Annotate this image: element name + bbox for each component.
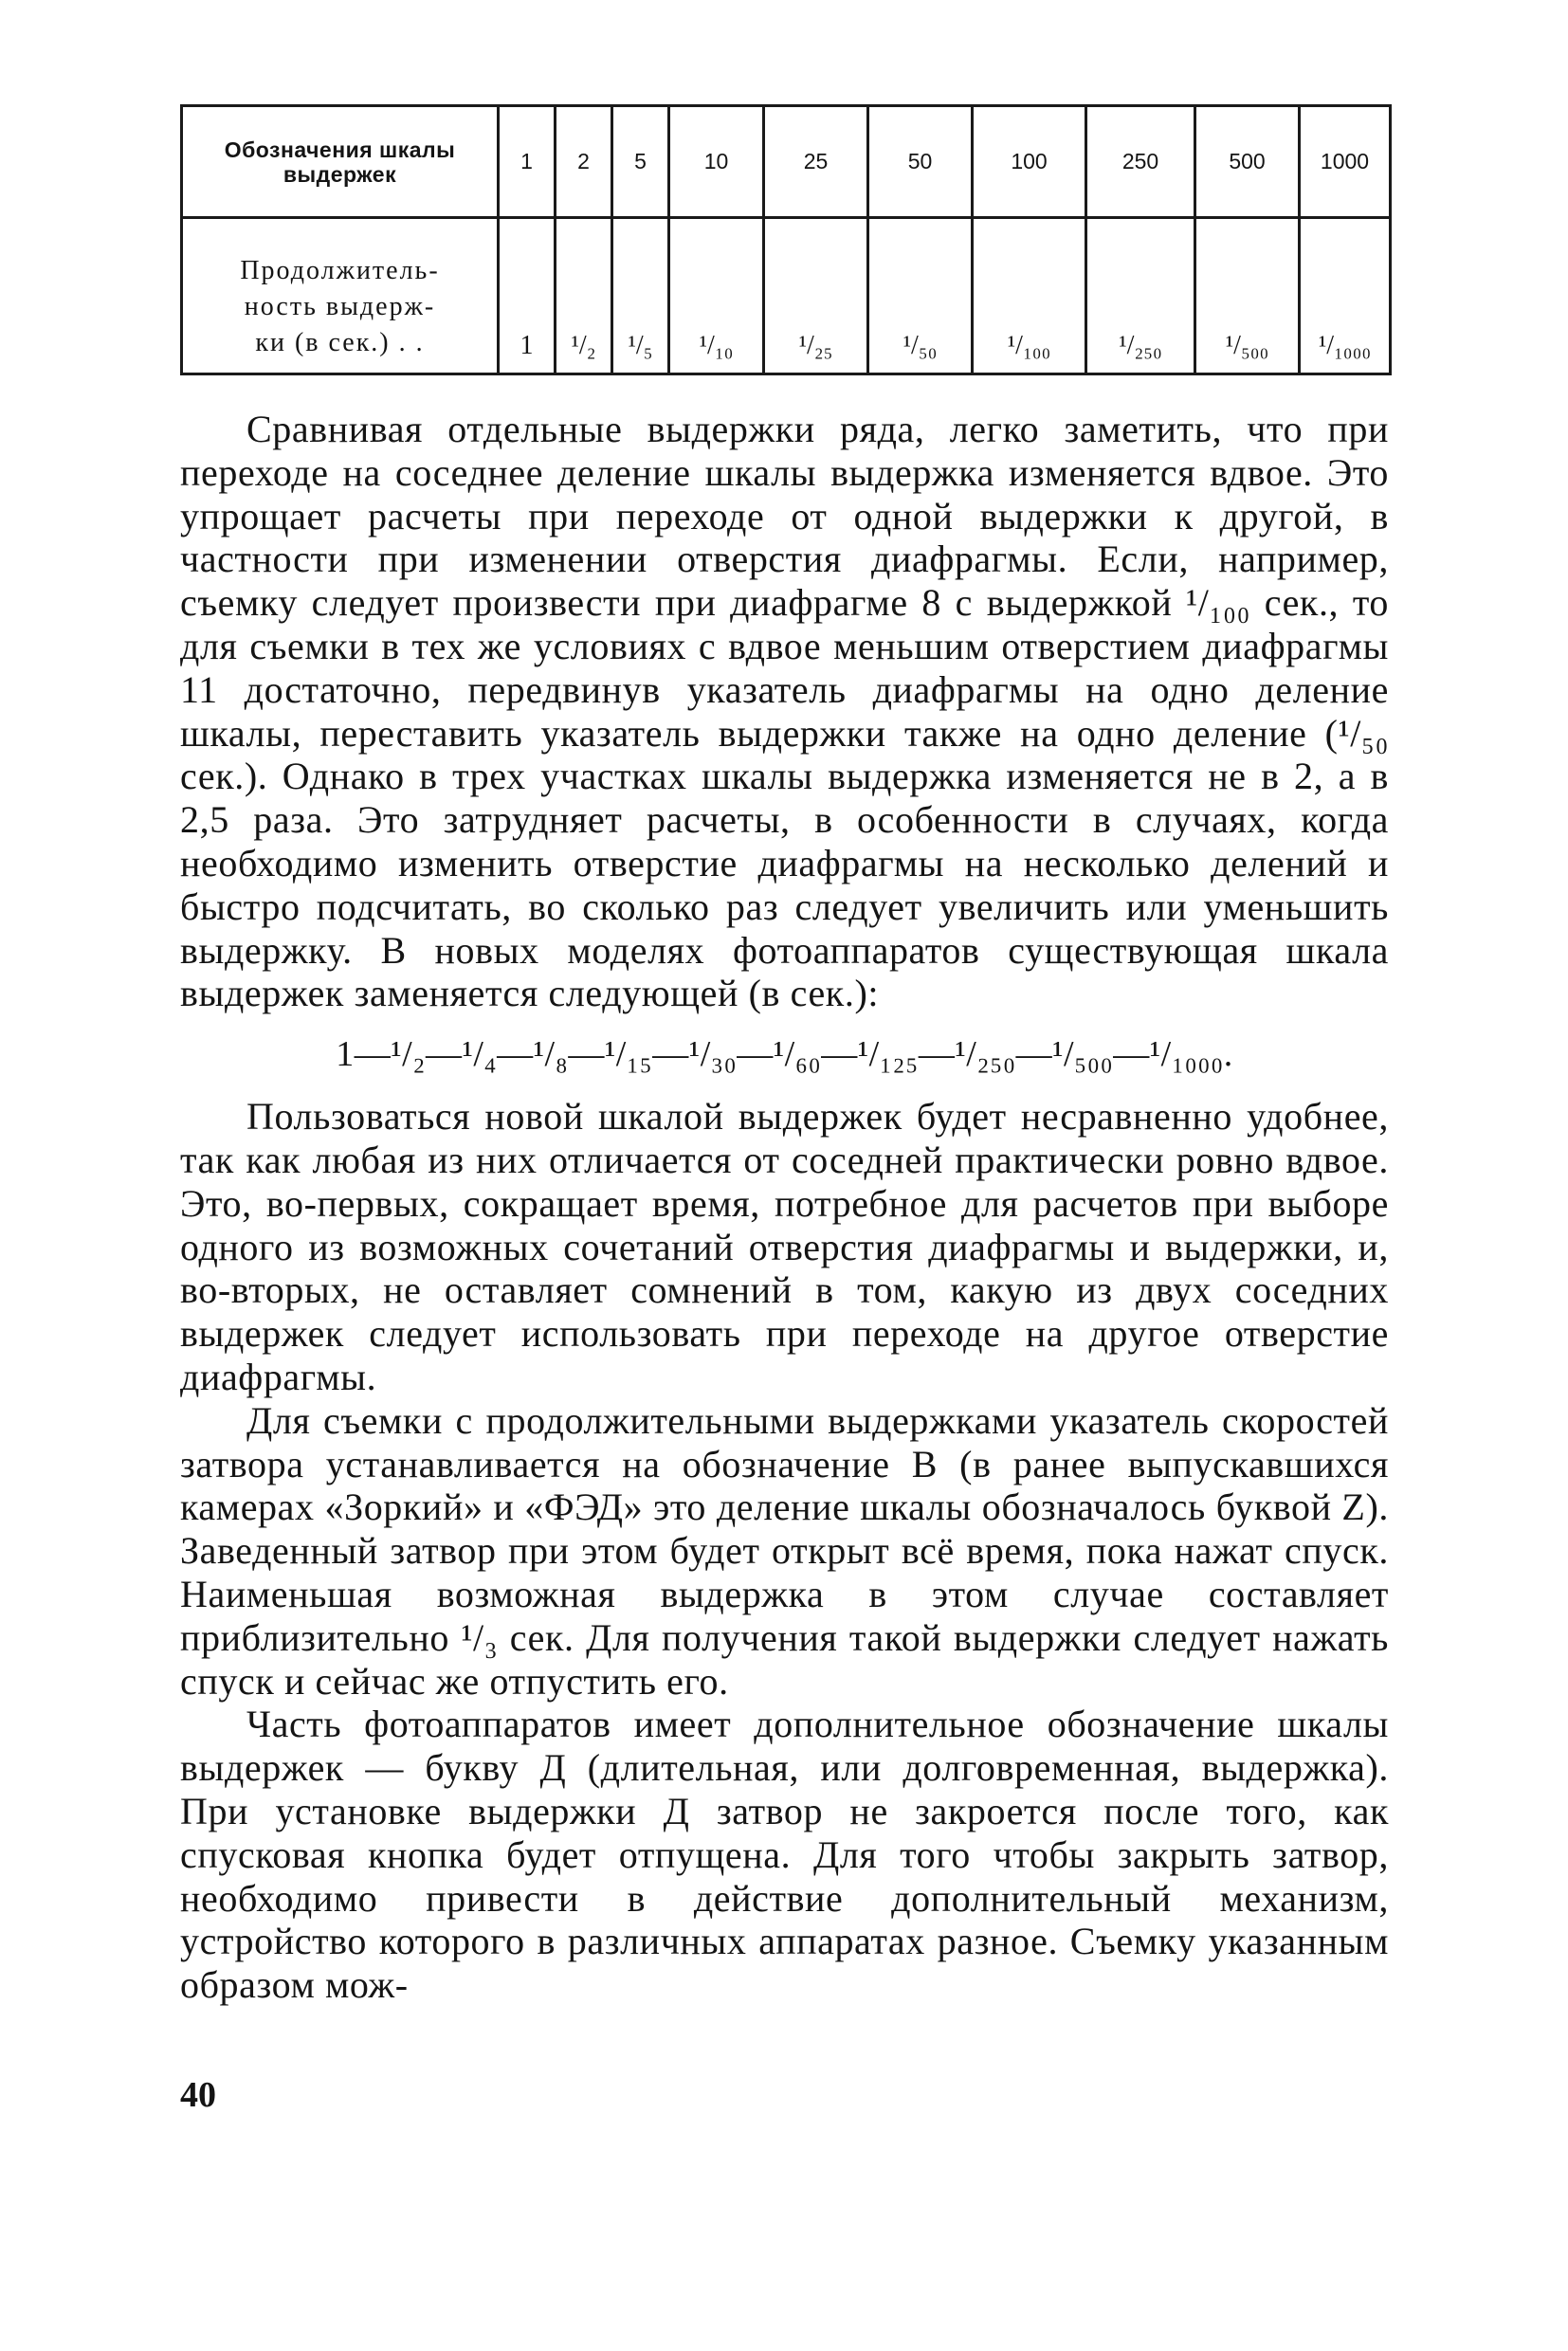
table-header-row: [182, 106, 1391, 218]
duration-cell: ¹/₅₀: [868, 218, 973, 374]
duration-cell: 1: [499, 218, 556, 374]
paragraph-long-exposure: Для съемки с продолжительными выдержками указатель скоростей затвора устанавливается на обозначение B (в ранее выпускавшихся камерах «Зоркий» и «ФЭД» это деление шкалы обозначалось буквой Z). Заведенный затвор при этом будет открыт всё время, пока нажат спуск. Наименьшая возможная выдержка в этом случае составляет приблизительно ¹/₃ сек. Для получения такой выдержки следует нажать спуск и сейчас же отпустить его.: [180, 1398, 1389, 1703]
duration-cell: ¹/₁₀: [669, 218, 764, 374]
scale-label-cell: Обозначения шкалы выдержек: [182, 106, 499, 218]
scale-mark-cell: 500: [1195, 106, 1300, 218]
scale-mark-cell: 250: [1086, 106, 1195, 218]
scale-mark-cell: 2: [556, 106, 612, 218]
scale-mark-cell: 5: [612, 106, 669, 218]
new-scale-formula: 1—¹/₂—¹/₄—¹/₈—¹/₁₅—¹/₃₀—¹/₆₀—¹/₁₂₅—¹/₂₅₀—¹/₅₀₀—¹/₁₀₀₀.: [336, 1034, 1233, 1075]
shutter-speed-table: [180, 104, 1392, 375]
paragraph-new-scale: Пользоваться новой шкалой выдержек будет несравненно удобнее, так как любая из них отличается от соседней практически ровно вдвое. Это, во-первых, сокращает время, потребное для расчетов при выборе одного из возможных сочетаний отверстия диафрагмы и выдержки, и, во-вторых, не оставляет сомнений в том, какую из двух соседних выдержек следует использовать при переходе на другое отверстие диафрагмы.: [180, 1095, 1389, 1398]
paragraph-scale-comparison: Сравнивая отдельные выдержки ряда, легко заметить, что при переходе на соседнее деление шкалы выдержка изменяется вдвое. Это упрощает расчеты при переходе от одной выдержки к другой, в частности при изменении отверстия диафрагмы. Если, например, съемку следует произвести при диафрагме 8 с выдержкой ¹/₁₀₀ сек., то для съемки в тех же условиях с вдвое меньшим отверстием диафрагмы 11 достаточно, передвинув указатель диафрагмы на одно деление шкалы, переставить указатель выдержки также на одно деление (¹/₅₀ сек.). Однако в трех участках шкалы выдержка изменяется не в 2, а в 2,5 раза. Это затрудняет расчеты, в особенности в случаях, когда необходимо изменить отверстие диафрагмы на несколько делений и быстро подсчитать, во сколько раз следует увеличить или уменьшить выдержку. В новых моделях фотоаппаратов существующая шкала выдержек заменяется следующей (в сек.):: [180, 408, 1389, 1015]
duration-cell: ¹/₁₀₀: [973, 218, 1086, 374]
scale-mark-cell: 1: [499, 106, 556, 218]
scale-mark-cell: 10: [669, 106, 764, 218]
book-page: [180, 104, 1389, 2285]
duration-cell: ¹/₂: [556, 218, 612, 374]
page-number: 40: [180, 2075, 216, 2115]
scale-mark-cell: 25: [764, 106, 868, 218]
duration-cell: ¹/₂₅: [764, 218, 868, 374]
paragraph-d-mark: Часть фотоаппаратов имеет дополнительное обозначение шкалы выдержек — букву Д (длительная, или долговременная, выдержка). При установке выдержки Д затвор не закроется после того, как спусковая кнопка будет отпущена. Для того чтобы закрыть затвор, необходимо привести в действие дополнительный механизм, устройство которого в различных аппаратах разное. Съемку указанным образом мож-: [180, 1703, 1389, 2007]
duration-cell: ¹/₅: [612, 218, 669, 374]
duration-label-line: ность выдерж-: [244, 292, 436, 321]
duration-cell: ¹/₂₅₀: [1086, 218, 1195, 374]
scale-mark-cell: 1000: [1300, 106, 1391, 218]
table-duration-row: [182, 218, 1391, 374]
duration-cell: ¹/₁₀₀₀: [1300, 218, 1391, 374]
scale-mark-cell: 100: [973, 106, 1086, 218]
duration-cell: ¹/₅₀₀: [1195, 218, 1300, 374]
duration-label-line: Продолжитель-: [240, 256, 440, 285]
duration-label-line: ки (в сек.) . .: [255, 328, 425, 357]
duration-label-cell: [182, 218, 499, 374]
scale-mark-cell: 50: [868, 106, 973, 218]
